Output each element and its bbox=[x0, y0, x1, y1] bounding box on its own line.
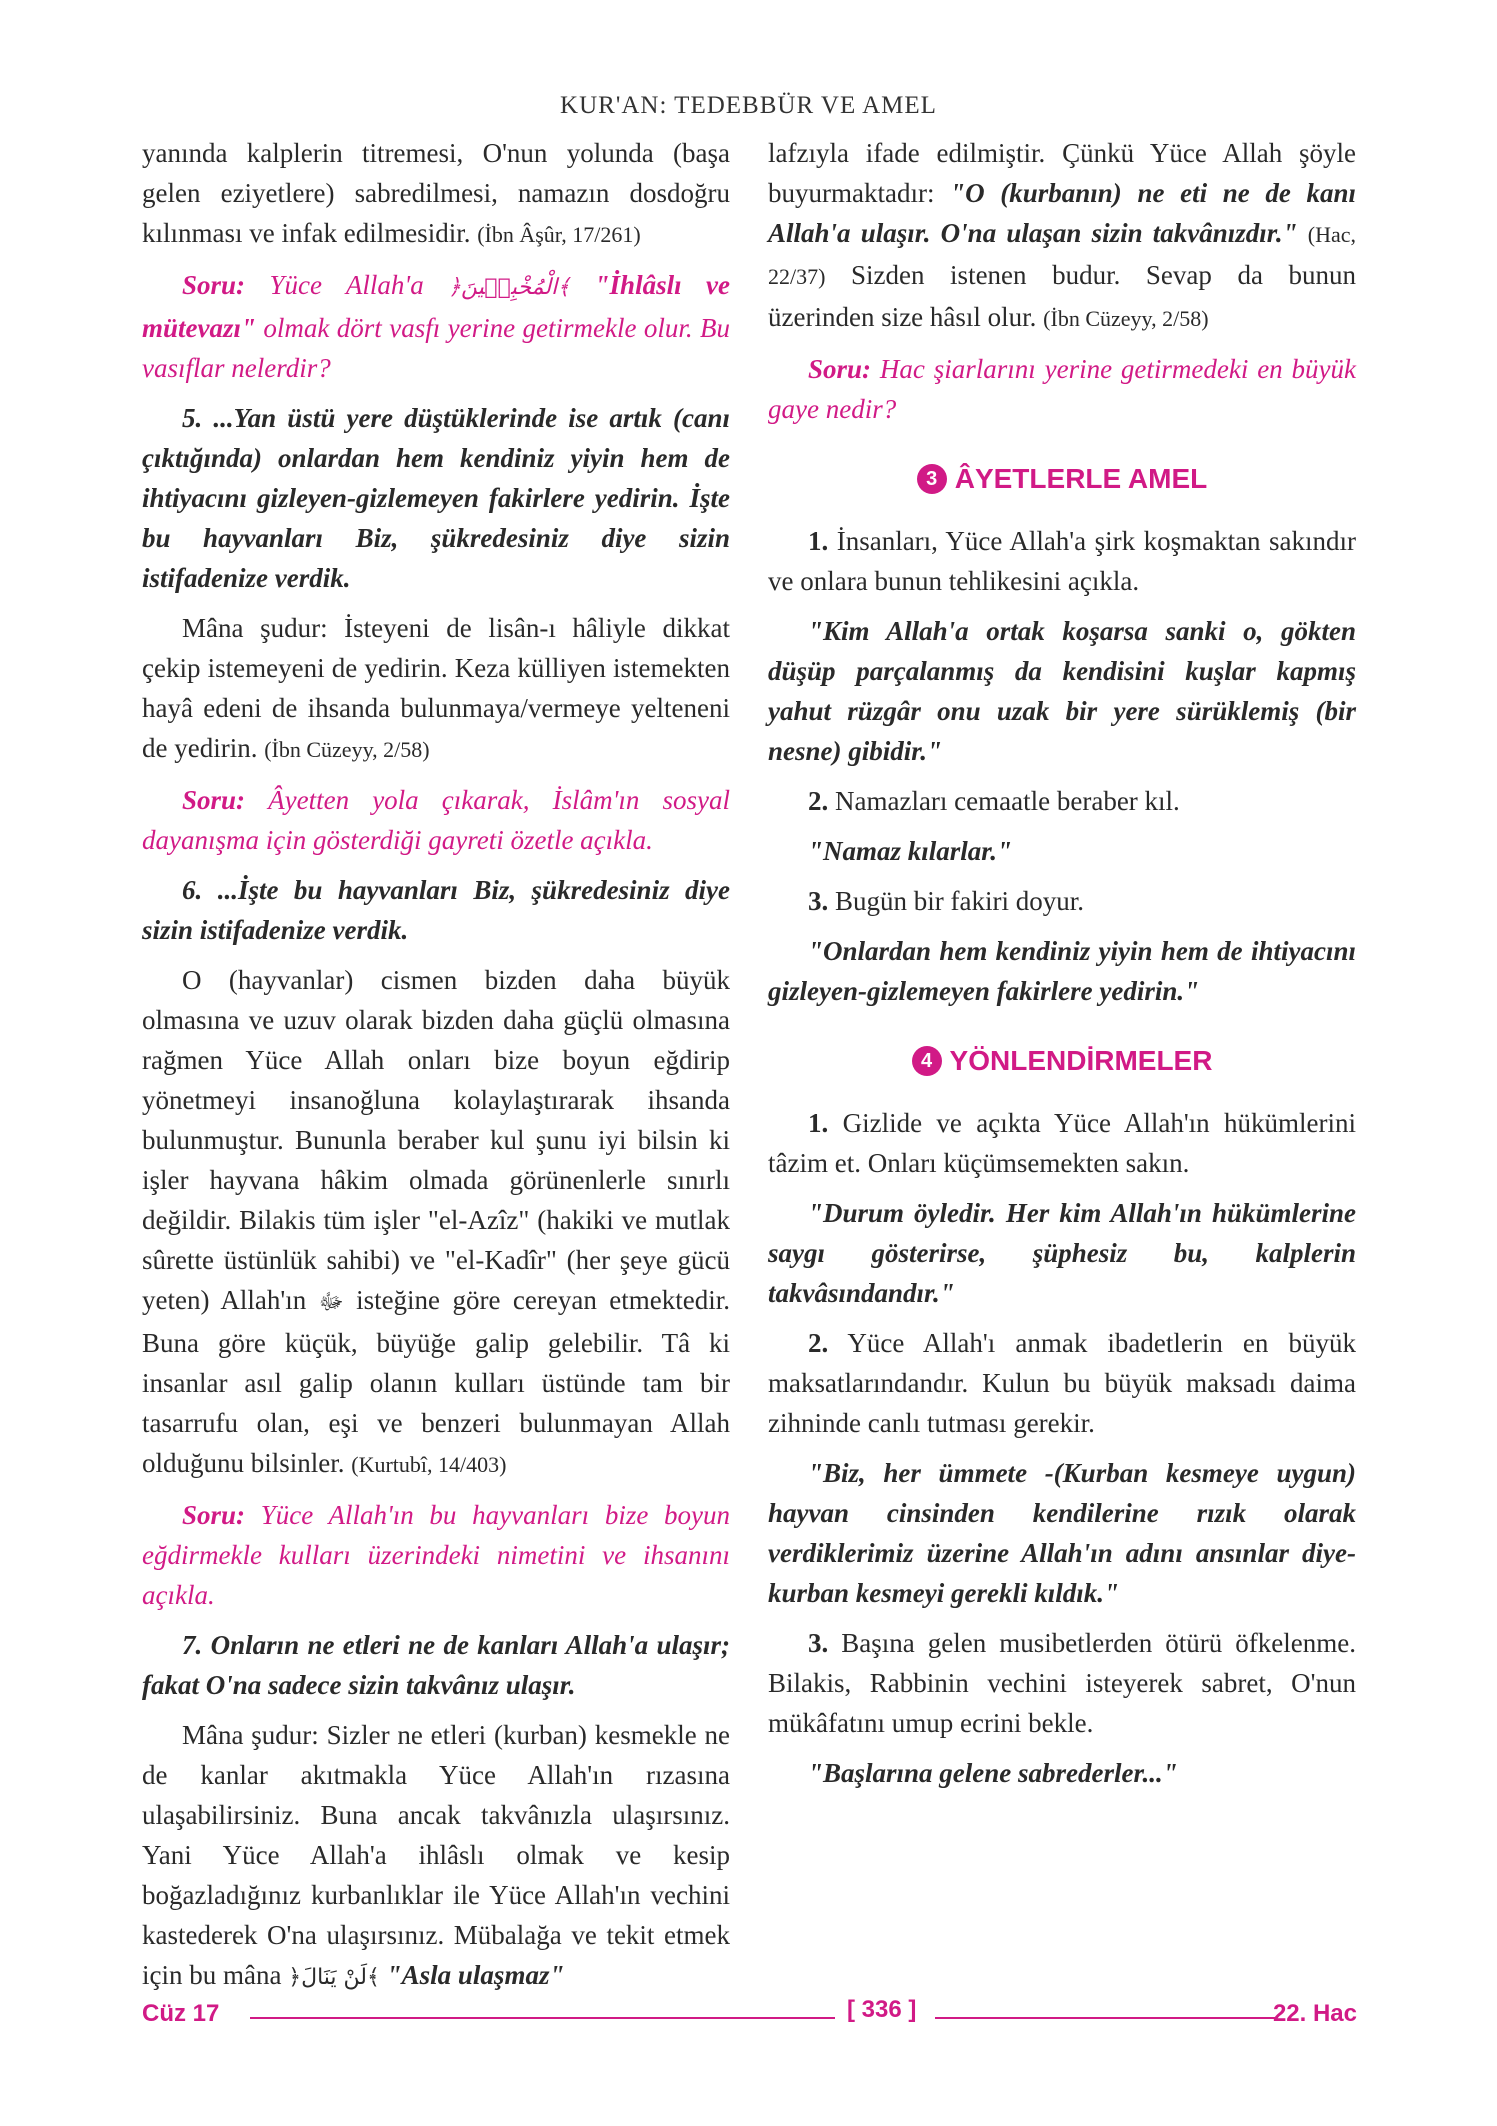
verse-quote: "Biz, her ümmete -(Kurban kesmeye uygun) hayvan cinsinden kendilerine rızık olarak verdiklerimiz üzerine Allah'ın adını ansınlar diye- kurban kesmeyi gerekli kıldık." bbox=[768, 1458, 1356, 1608]
verse-quote: "Kim Allah'a ortak koşarsa sanki o, gökten düşüp parçalanmış da kendisini kuşlar kapmış yahut rüzgâr onu uzak bir yere sürüklemiş (bir nesne) gibidir." bbox=[768, 616, 1356, 766]
list-item: 2. Namazları cemaatle beraber kıl. bbox=[808, 786, 1180, 816]
section-number-badge: 4 bbox=[912, 1046, 942, 1076]
list-item: 1. Gizlide ve açıkta Yüce Allah'ın hükümlerini tâzim et. Onları küçümsemekten sakın. bbox=[768, 1108, 1357, 1178]
left-column bbox=[142, 133, 730, 2008]
section-heading-yonlendirmeler: 4 YÖNLENDİRMELER bbox=[768, 1041, 1356, 1081]
question: Soru: Yüce Allah'ın bu hayvanları bize boyun eğdirmekle kulları üzerindeki nimetini ve ihsanını açıkla. bbox=[142, 1500, 731, 1610]
running-header: KUR'AN: TEDEBBÜR VE AMEL bbox=[560, 92, 937, 119]
verse-quote: "Başlarına gelene sabrederler..." bbox=[808, 1758, 1178, 1788]
verse-heading: 5. ...Yan üstü yere düştüklerinde ise artık (canı çıktığında) onlardan hem kendiniz yiyin hem de ihtiyacını gizleyen-gizlemeyen fakirlere yedirin. İşte bu hayvanları Biz, şükredesiniz diye sizin istifadenize verdik. bbox=[142, 403, 731, 593]
list-item: 1. İnsanları, Yüce Allah'a şirk koşmaktan sakındır ve onlara bunun tehlikesini açıkla. bbox=[768, 526, 1357, 596]
paragraph: Mâna şudur: İsteyeni de lisân-ı hâliyle dikkat çekip istemeyeni de yedirin. Keza külliyen istemekten hayâ edeni de ihsanda bulunmaya/vermeye yelteneni de yedirin. (İbn Cüzeyy, 2/58) bbox=[142, 613, 730, 763]
arabic-term: ﴿لَنْ يَنَالَ﴾ bbox=[288, 1965, 380, 1990]
section-heading-ayetlerle-amel: 3 ÂYETLERLE AMEL bbox=[768, 459, 1356, 499]
section-number-badge: 3 bbox=[917, 464, 947, 494]
page-number: [ 336 ] bbox=[847, 1996, 917, 2023]
juz-label: Cüz 17 bbox=[142, 2000, 220, 2027]
paragraph: O (hayvanlar) cismen bizden daha büyük olmasına ve uzuv olarak bizden daha güçlü olmasına rağmen Yüce Allah onları bize boyun eğdirip yönetmeyi insanoğluna kolaylaştırarak ihsanda bulunmuştur. Bununla beraber kul şunu iyi bilsin ki işler hayvana hâkim olmada görünenlerle sınırlı değildir. Bilakis tüm işler "el-Azîz" (hakiki ve mutlak sûrette üstünlük sahibi) ve "el-Kadîr" (her şeye gücü yeten) Allah'ın ﷻ isteğine göre cereyan etmektedir. Buna göre küçük, büyüğe galip gelebilir. Tâ ki insanlar asıl galip olanın kulları üstünde tam bir tasarrufu olan, eşi ve benzeri bulunmayan Allah olduğunu bilsinler. (Kurtubî, 14/403) bbox=[142, 965, 731, 1478]
list-item: 2. Yüce Allah'ı anmak ibadetlerin en büyük maksatlarındandır. Kulun bu büyük maksadı daima zihninde canlı tutması gerekir. bbox=[768, 1328, 1357, 1438]
question: Soru: Hac şiarlarını yerine getirmedeki en büyük gaye nedir? bbox=[768, 354, 1357, 424]
footer-rule bbox=[250, 2017, 835, 2019]
footer-rule bbox=[935, 2017, 1275, 2019]
paragraph: lafzıyla ifade edilmiştir. Çünkü Yüce Allah şöyle buyurmaktadır: "O (kurbanın) ne eti ne de kanı Allah'a ulaşır. O'na ulaşan sizin takvânızdır." (Hac, 22/37) Sizden istenen budur. Sevap da bunun üzerinden size hâsıl olur. (İbn Cüzeyy, 2/58) bbox=[768, 138, 1357, 332]
question: Soru: Yüce Allah'a ﴿الْمُخْبِت۪ينَ﴾ "İhlâslı ve mütevazı" olmak dört vasfı yerine getirmekle olur. Bu vasıflar nelerdir? bbox=[142, 270, 731, 383]
paragraph: yanında kalplerin titremesi, O'nun yolunda (başa gelen eziyetlere) sabredilmesi, namazın dosdoğru kılınması ve infak edilmesidir. (İbn Âşûr, 17/261) bbox=[142, 138, 730, 248]
verse-quote: "Durum öyledir. Her kim Allah'ın hükümlerine saygı gösterirse, şüphesiz bu, kalplerin takvâsındandır." bbox=[768, 1198, 1356, 1308]
right-column bbox=[768, 133, 1356, 1803]
honorific-symbol: ﷻ bbox=[318, 1290, 344, 1315]
page-footer bbox=[142, 1994, 1357, 2034]
arabic-term: ﴿الْمُخْبِت۪ينَ﴾ bbox=[448, 275, 571, 300]
paragraph: Mâna şudur: Sizler ne etleri (kurban) kesmekle ne de kanlar akıtmakla Yüce Allah'ın rızasına ulaşabilirsiniz. Buna ancak takvânızla ulaşırsınız. Yani Yüce Allah'a ihlâslı olmak ve kesip boğazladığınız kurbanlıklar ile Yüce Allah'ın vechini kastederek O'na ulaşırsınız. Mübalağa ve tekit etmek için bu mâna ﴿لَنْ يَنَالَ﴾ "Asla ulaşmaz" bbox=[142, 1720, 730, 1990]
list-item: 3. Başına gelen musibetlerden ötürü öfkelenme. Bilakis, Rabbinin vechini isteyerek sabret, O'nun mükâfatını umup ecrini bekle. bbox=[768, 1628, 1356, 1738]
list-item: 3. Bugün bir fakiri doyur. bbox=[808, 886, 1084, 916]
verse-quote: "Onlardan hem kendiniz yiyin hem de ihtiyacını gizleyen-gizlemeyen fakirlere yedirin." bbox=[768, 936, 1356, 1006]
verse-heading: 6. ...İşte bu hayvanları Biz, şükredesiniz diye sizin istifadenize verdik. bbox=[142, 875, 731, 945]
surah-label: 22. Hac bbox=[1272, 2000, 1357, 2027]
verse-quote: "Namaz kılarlar." bbox=[808, 836, 1013, 866]
question: Soru: Âyetten yola çıkarak, İslâm'ın sosyal dayanışma için gösterdiği gayreti özetle açıkla. bbox=[142, 785, 730, 855]
verse-heading: 7. Onların ne etleri ne de kanları Allah'a ulaşır; fakat O'na sadece sizin takvânız ulaşır. bbox=[142, 1630, 731, 1700]
